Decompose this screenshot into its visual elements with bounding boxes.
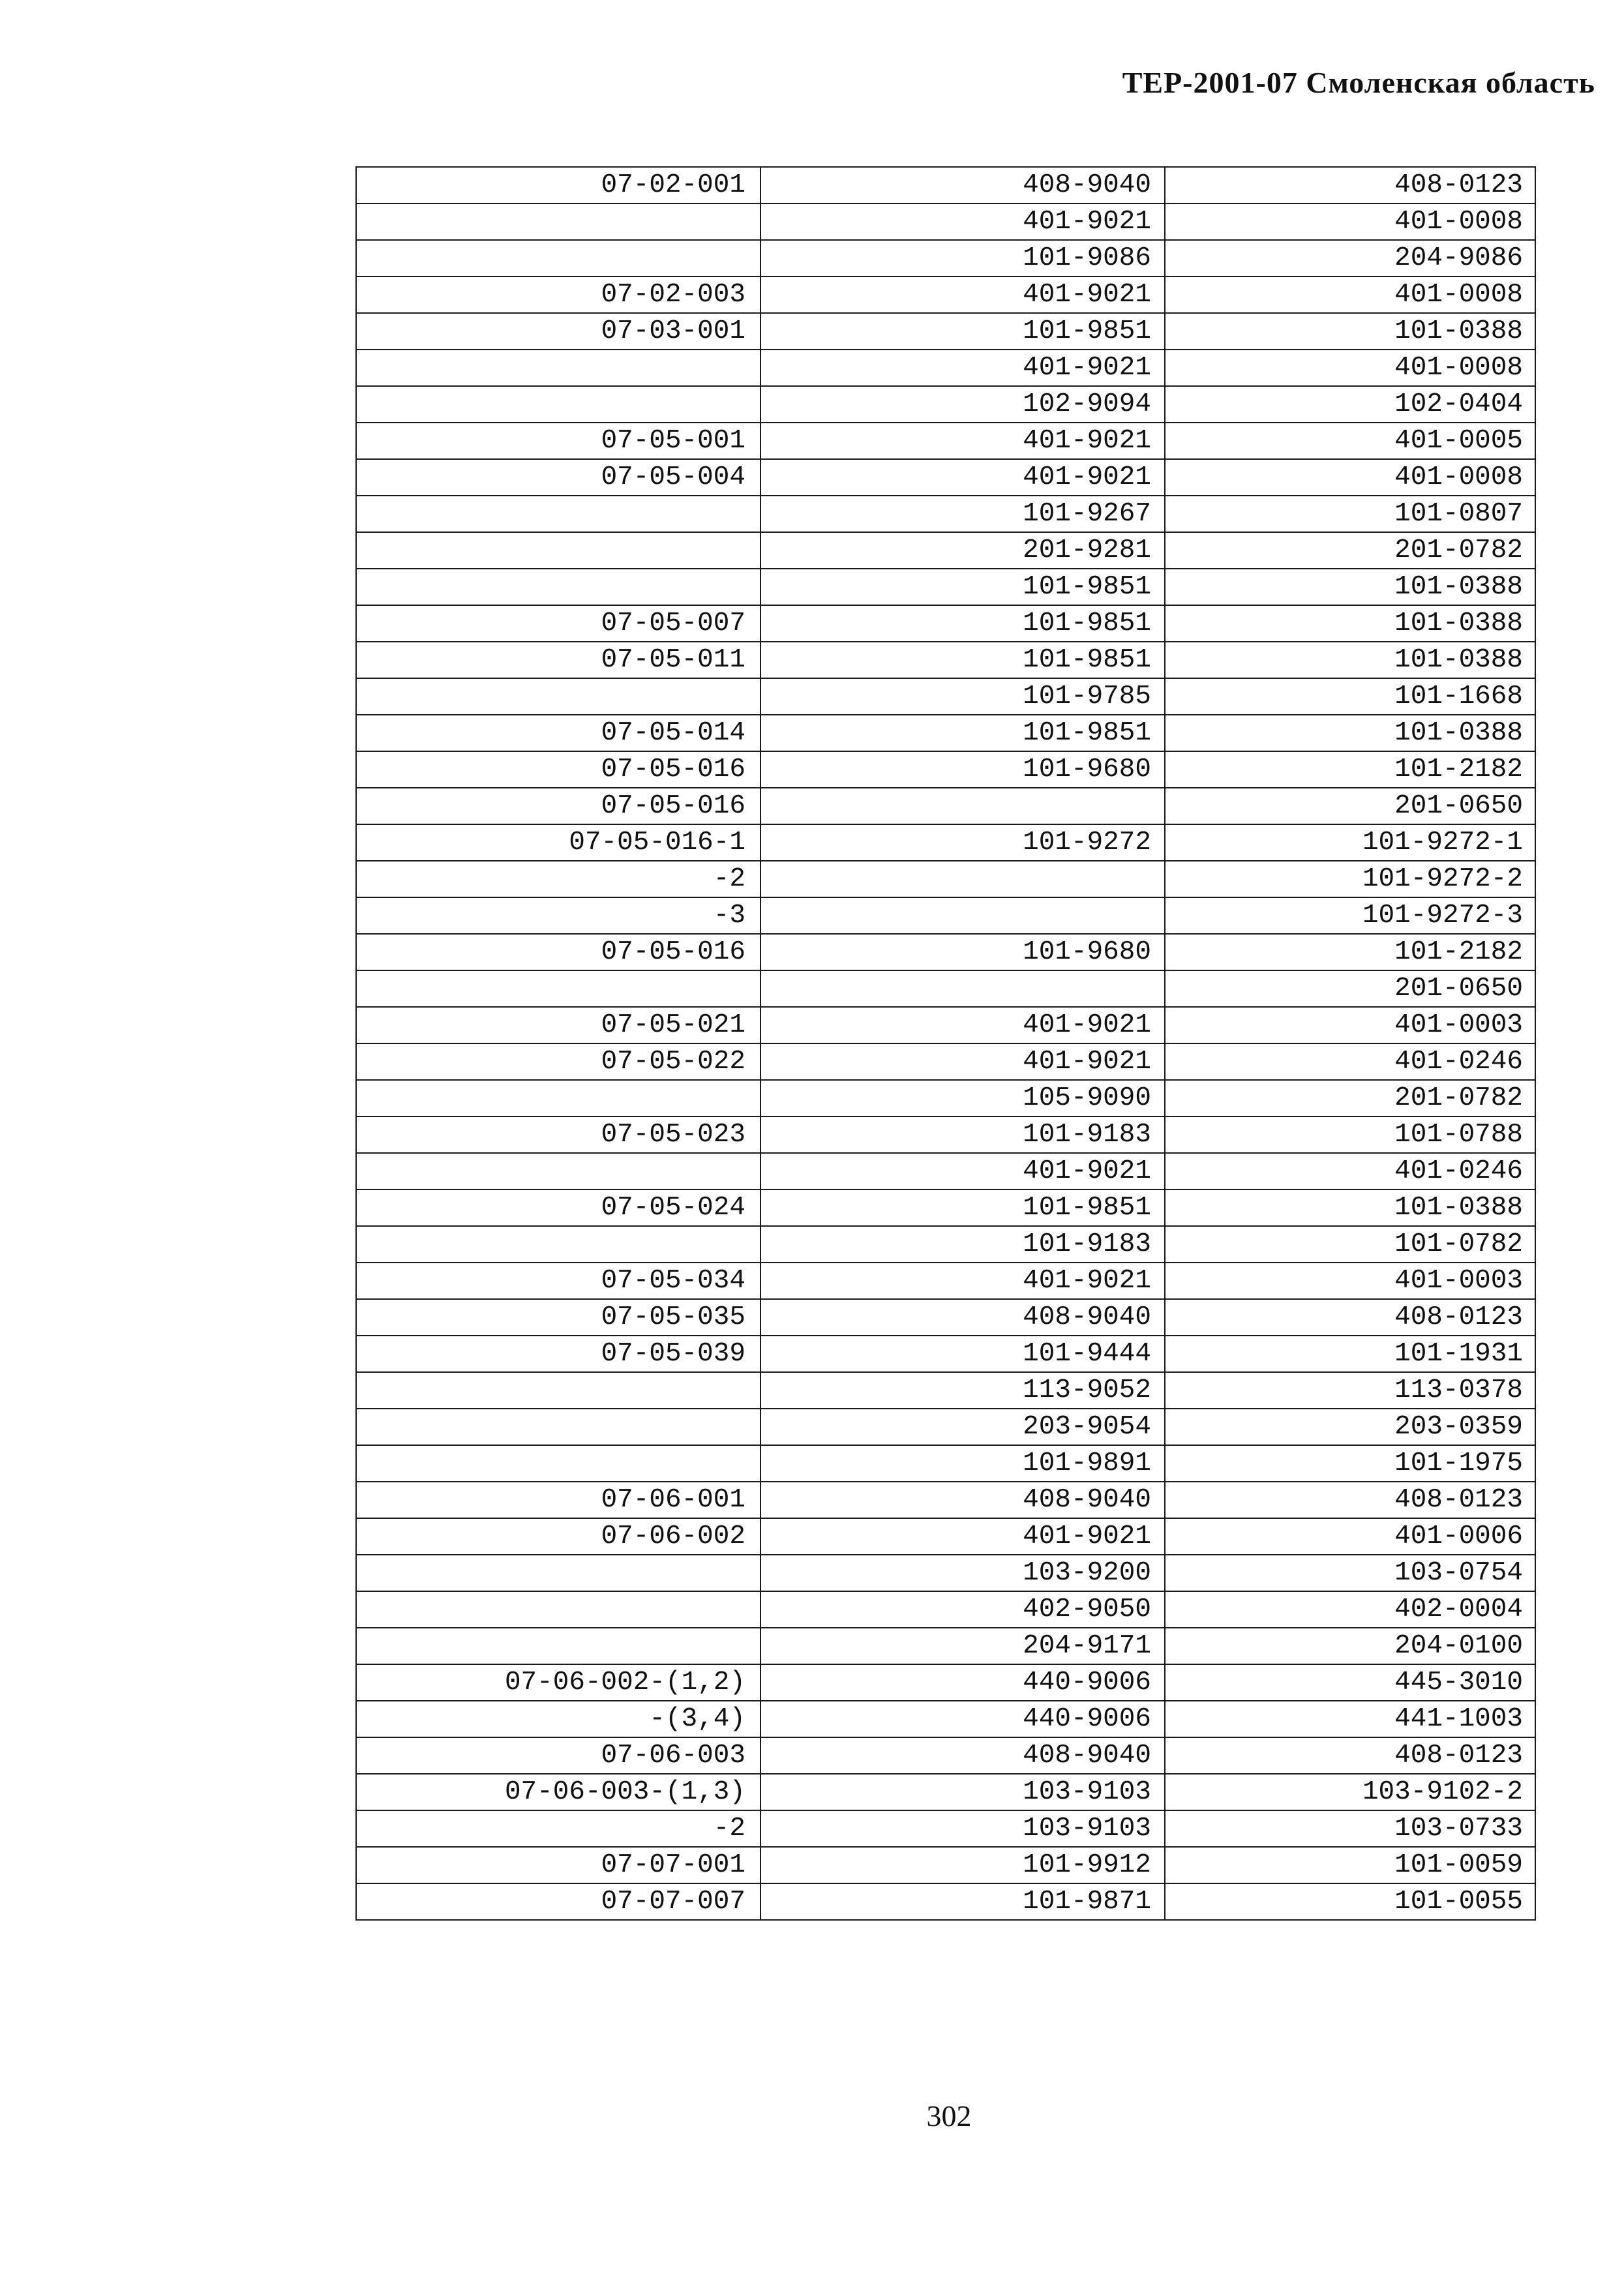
work-code-cell bbox=[356, 1555, 760, 1591]
work-code-cell bbox=[356, 1628, 760, 1664]
old-code-cell: 440-9006 bbox=[760, 1701, 1165, 1737]
work-code-cell: 07-05-039 bbox=[356, 1336, 760, 1372]
old-code-cell: 401-9021 bbox=[760, 203, 1165, 240]
new-code-cell: 401-0008 bbox=[1165, 350, 1535, 386]
table-row bbox=[356, 167, 1535, 203]
table-row bbox=[356, 824, 1535, 861]
old-code-cell bbox=[760, 897, 1165, 934]
old-code-cell: 408-9040 bbox=[760, 1299, 1165, 1336]
new-code-cell: 101-0388 bbox=[1165, 715, 1535, 751]
new-code-cell: 408-0123 bbox=[1165, 167, 1535, 203]
table-row bbox=[356, 1701, 1535, 1737]
work-code-cell: 07-05-011 bbox=[356, 642, 760, 678]
table-row bbox=[356, 1518, 1535, 1555]
new-code-cell: 101-0388 bbox=[1165, 313, 1535, 350]
document-header: ТЕР-2001-07 Смоленская область bbox=[1122, 66, 1595, 99]
work-code-cell: 07-05-021 bbox=[356, 1007, 760, 1043]
work-code-cell bbox=[356, 532, 760, 569]
old-code-cell: 402-9050 bbox=[760, 1591, 1165, 1628]
old-code-cell: 101-9183 bbox=[760, 1116, 1165, 1153]
new-code-cell: 101-9272-1 bbox=[1165, 824, 1535, 861]
work-code-cell bbox=[356, 1153, 760, 1190]
work-code-cell bbox=[356, 1080, 760, 1116]
work-code-cell bbox=[356, 1445, 760, 1482]
old-code-cell: 401-9021 bbox=[760, 1263, 1165, 1299]
work-code-cell: 07-06-003-(1,3) bbox=[356, 1774, 760, 1810]
work-code-cell: 07-05-024 bbox=[356, 1190, 760, 1226]
table-row bbox=[356, 1080, 1535, 1116]
new-code-cell: 401-0003 bbox=[1165, 1007, 1535, 1043]
old-code-cell bbox=[760, 970, 1165, 1007]
work-code-cell: 07-06-001 bbox=[356, 1482, 760, 1518]
table-row bbox=[356, 203, 1535, 240]
work-code-cell: 07-06-002-(1,2) bbox=[356, 1664, 760, 1701]
new-code-cell: 101-1931 bbox=[1165, 1336, 1535, 1372]
old-code-cell: 408-9040 bbox=[760, 1737, 1165, 1774]
work-code-cell bbox=[356, 203, 760, 240]
table-row bbox=[356, 1883, 1535, 1920]
table-row bbox=[356, 1190, 1535, 1226]
old-code-cell: 101-9912 bbox=[760, 1847, 1165, 1883]
work-code-cell bbox=[356, 386, 760, 423]
old-code-cell: 101-9891 bbox=[760, 1445, 1165, 1482]
table-row bbox=[356, 1007, 1535, 1043]
table-row bbox=[356, 1555, 1535, 1591]
old-code-cell bbox=[760, 861, 1165, 897]
new-code-cell: 101-0055 bbox=[1165, 1883, 1535, 1920]
work-code-cell: 07-03-001 bbox=[356, 313, 760, 350]
work-code-cell bbox=[356, 678, 760, 715]
table-row bbox=[356, 277, 1535, 313]
table-row bbox=[356, 715, 1535, 751]
old-code-cell: 401-9021 bbox=[760, 1043, 1165, 1080]
old-code-cell: 408-9040 bbox=[760, 1482, 1165, 1518]
old-code-cell: 101-9851 bbox=[760, 313, 1165, 350]
work-code-cell: 07-05-014 bbox=[356, 715, 760, 751]
old-code-cell: 101-9851 bbox=[760, 1190, 1165, 1226]
new-code-cell: 101-2182 bbox=[1165, 934, 1535, 970]
old-code-cell: 113-9052 bbox=[760, 1372, 1165, 1409]
code-mapping-table-container bbox=[355, 166, 1535, 1921]
table-row bbox=[356, 1774, 1535, 1810]
table-row bbox=[356, 1810, 1535, 1847]
old-code-cell: 203-9054 bbox=[760, 1409, 1165, 1445]
work-code-cell: 07-02-001 bbox=[356, 167, 760, 203]
old-code-cell: 101-9267 bbox=[760, 496, 1165, 532]
work-code-cell: 07-07-001 bbox=[356, 1847, 760, 1883]
work-code-cell: 07-05-016-1 bbox=[356, 824, 760, 861]
table-row bbox=[356, 1153, 1535, 1190]
table-row bbox=[356, 1372, 1535, 1409]
work-code-cell: 07-05-034 bbox=[356, 1263, 760, 1299]
old-code-cell: 101-9785 bbox=[760, 678, 1165, 715]
work-code-cell: 07-07-007 bbox=[356, 1883, 760, 1920]
new-code-cell: 101-0788 bbox=[1165, 1116, 1535, 1153]
new-code-cell: 101-1668 bbox=[1165, 678, 1535, 715]
table-row bbox=[356, 386, 1535, 423]
table-row bbox=[356, 1226, 1535, 1263]
work-code-cell bbox=[356, 970, 760, 1007]
new-code-cell: 401-0008 bbox=[1165, 277, 1535, 313]
work-code-cell bbox=[356, 1226, 760, 1263]
new-code-cell: 408-0123 bbox=[1165, 1737, 1535, 1774]
old-code-cell: 401-9021 bbox=[760, 350, 1165, 386]
code-mapping-table bbox=[355, 166, 1536, 1921]
old-code-cell: 101-9444 bbox=[760, 1336, 1165, 1372]
new-code-cell: 204-9086 bbox=[1165, 240, 1535, 277]
table-row bbox=[356, 1336, 1535, 1372]
table-row bbox=[356, 751, 1535, 788]
old-code-cell: 103-9200 bbox=[760, 1555, 1165, 1591]
table-row bbox=[356, 934, 1535, 970]
table-row bbox=[356, 1664, 1535, 1701]
new-code-cell: 101-0059 bbox=[1165, 1847, 1535, 1883]
old-code-cell: 401-9021 bbox=[760, 1007, 1165, 1043]
table-row bbox=[356, 459, 1535, 496]
old-code-cell: 101-9183 bbox=[760, 1226, 1165, 1263]
new-code-cell: 201-0650 bbox=[1165, 970, 1535, 1007]
work-code-cell: 07-05-023 bbox=[356, 1116, 760, 1153]
table-row bbox=[356, 1628, 1535, 1664]
table-row bbox=[356, 1482, 1535, 1518]
new-code-cell: 103-9102-2 bbox=[1165, 1774, 1535, 1810]
work-code-cell: 07-05-016 bbox=[356, 751, 760, 788]
new-code-cell: 401-0008 bbox=[1165, 459, 1535, 496]
work-code-cell bbox=[356, 1409, 760, 1445]
new-code-cell: 101-0388 bbox=[1165, 1190, 1535, 1226]
work-code-cell bbox=[356, 1591, 760, 1628]
new-code-cell: 101-9272-3 bbox=[1165, 897, 1535, 934]
new-code-cell: 408-0123 bbox=[1165, 1299, 1535, 1336]
new-code-cell: 401-0246 bbox=[1165, 1153, 1535, 1190]
work-code-cell: 07-02-003 bbox=[356, 277, 760, 313]
new-code-cell: 103-0754 bbox=[1165, 1555, 1535, 1591]
old-code-cell: 105-9090 bbox=[760, 1080, 1165, 1116]
old-code-cell: 101-9871 bbox=[760, 1883, 1165, 1920]
work-code-cell: 07-06-002 bbox=[356, 1518, 760, 1555]
table-row bbox=[356, 313, 1535, 350]
new-code-cell: 402-0004 bbox=[1165, 1591, 1535, 1628]
new-code-cell: 101-0388 bbox=[1165, 642, 1535, 678]
work-code-cell: 07-05-035 bbox=[356, 1299, 760, 1336]
new-code-cell: 113-0378 bbox=[1165, 1372, 1535, 1409]
old-code-cell: 101-9272 bbox=[760, 824, 1165, 861]
new-code-cell: 441-1003 bbox=[1165, 1701, 1535, 1737]
old-code-cell: 101-9680 bbox=[760, 751, 1165, 788]
table-row bbox=[356, 1847, 1535, 1883]
old-code-cell: 401-9021 bbox=[760, 423, 1165, 459]
table-row bbox=[356, 350, 1535, 386]
work-code-cell: 07-05-004 bbox=[356, 459, 760, 496]
table-row bbox=[356, 496, 1535, 532]
table-body bbox=[356, 167, 1535, 1920]
new-code-cell: 102-0404 bbox=[1165, 386, 1535, 423]
page-number: 302 bbox=[926, 2099, 972, 2133]
table-row bbox=[356, 861, 1535, 897]
old-code-cell: 401-9021 bbox=[760, 459, 1165, 496]
table-row bbox=[356, 605, 1535, 642]
table-row bbox=[356, 240, 1535, 277]
old-code-cell bbox=[760, 788, 1165, 824]
work-code-cell: -(3,4) bbox=[356, 1701, 760, 1737]
table-row bbox=[356, 642, 1535, 678]
new-code-cell: 101-0388 bbox=[1165, 569, 1535, 605]
old-code-cell: 103-9103 bbox=[760, 1810, 1165, 1847]
new-code-cell: 401-0003 bbox=[1165, 1263, 1535, 1299]
table-row bbox=[356, 1263, 1535, 1299]
new-code-cell: 101-0782 bbox=[1165, 1226, 1535, 1263]
work-code-cell: -2 bbox=[356, 861, 760, 897]
table-row bbox=[356, 970, 1535, 1007]
new-code-cell: 445-3010 bbox=[1165, 1664, 1535, 1701]
old-code-cell: 101-9680 bbox=[760, 934, 1165, 970]
table-row bbox=[356, 1445, 1535, 1482]
table-row bbox=[356, 1116, 1535, 1153]
table-row bbox=[356, 897, 1535, 934]
old-code-cell: 101-9851 bbox=[760, 642, 1165, 678]
old-code-cell: 201-9281 bbox=[760, 532, 1165, 569]
old-code-cell: 101-9851 bbox=[760, 605, 1165, 642]
old-code-cell: 103-9103 bbox=[760, 1774, 1165, 1810]
new-code-cell: 401-0005 bbox=[1165, 423, 1535, 459]
old-code-cell: 204-9171 bbox=[760, 1628, 1165, 1664]
new-code-cell: 201-0650 bbox=[1165, 788, 1535, 824]
new-code-cell: 101-0388 bbox=[1165, 605, 1535, 642]
work-code-cell bbox=[356, 569, 760, 605]
table-row bbox=[356, 423, 1535, 459]
work-code-cell: 07-05-022 bbox=[356, 1043, 760, 1080]
work-code-cell: -2 bbox=[356, 1810, 760, 1847]
old-code-cell: 101-9086 bbox=[760, 240, 1165, 277]
table-row bbox=[356, 1409, 1535, 1445]
table-row bbox=[356, 1299, 1535, 1336]
new-code-cell: 103-0733 bbox=[1165, 1810, 1535, 1847]
table-row bbox=[356, 1043, 1535, 1080]
old-code-cell: 401-9021 bbox=[760, 1153, 1165, 1190]
table-row bbox=[356, 1737, 1535, 1774]
new-code-cell: 101-2182 bbox=[1165, 751, 1535, 788]
new-code-cell: 201-0782 bbox=[1165, 532, 1535, 569]
work-code-cell bbox=[356, 240, 760, 277]
table-row bbox=[356, 569, 1535, 605]
old-code-cell: 102-9094 bbox=[760, 386, 1165, 423]
new-code-cell: 408-0123 bbox=[1165, 1482, 1535, 1518]
new-code-cell: 201-0782 bbox=[1165, 1080, 1535, 1116]
work-code-cell: 07-06-003 bbox=[356, 1737, 760, 1774]
new-code-cell: 204-0100 bbox=[1165, 1628, 1535, 1664]
work-code-cell: -3 bbox=[356, 897, 760, 934]
work-code-cell: 07-05-016 bbox=[356, 934, 760, 970]
new-code-cell: 101-0807 bbox=[1165, 496, 1535, 532]
old-code-cell: 101-9851 bbox=[760, 715, 1165, 751]
work-code-cell: 07-05-007 bbox=[356, 605, 760, 642]
new-code-cell: 401-0006 bbox=[1165, 1518, 1535, 1555]
new-code-cell: 401-0008 bbox=[1165, 203, 1535, 240]
new-code-cell: 101-1975 bbox=[1165, 1445, 1535, 1482]
table-row bbox=[356, 1591, 1535, 1628]
new-code-cell: 401-0246 bbox=[1165, 1043, 1535, 1080]
old-code-cell: 101-9851 bbox=[760, 569, 1165, 605]
table-row bbox=[356, 678, 1535, 715]
work-code-cell bbox=[356, 1372, 760, 1409]
new-code-cell: 101-9272-2 bbox=[1165, 861, 1535, 897]
old-code-cell: 401-9021 bbox=[760, 277, 1165, 313]
table-row bbox=[356, 532, 1535, 569]
new-code-cell: 203-0359 bbox=[1165, 1409, 1535, 1445]
table-row bbox=[356, 788, 1535, 824]
work-code-cell: 07-05-016 bbox=[356, 788, 760, 824]
work-code-cell bbox=[356, 350, 760, 386]
old-code-cell: 440-9006 bbox=[760, 1664, 1165, 1701]
work-code-cell bbox=[356, 496, 760, 532]
old-code-cell: 408-9040 bbox=[760, 167, 1165, 203]
work-code-cell: 07-05-001 bbox=[356, 423, 760, 459]
old-code-cell: 401-9021 bbox=[760, 1518, 1165, 1555]
